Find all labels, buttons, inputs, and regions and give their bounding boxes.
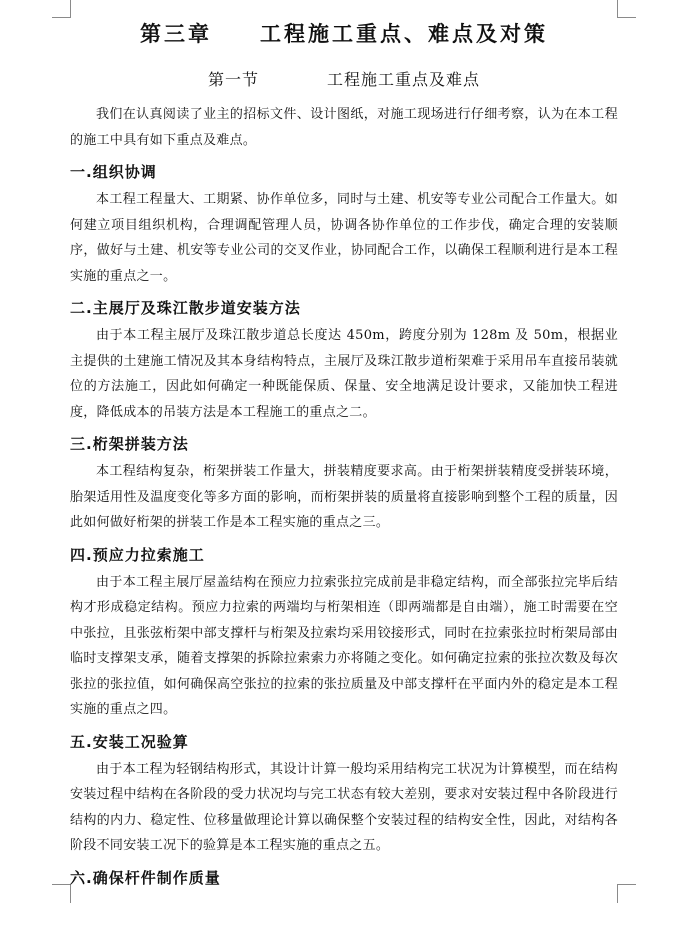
heading-installation-method: 二.主展厅及珠江散步道安装方法	[70, 299, 301, 317]
crop-mark-bottom-right	[617, 884, 636, 903]
crop-mark-bottom-left	[52, 884, 71, 903]
section-title: 第一节 工程施工重点及难点	[207, 70, 480, 89]
heading-installation-check: 五.安装工况验算	[70, 732, 189, 751]
heading-organization: 一.组织协调	[70, 163, 157, 181]
heading-member-quality: 六.确保杆件制作质量	[70, 868, 221, 887]
heading-truss-assembly: 三.桁架拼装方法	[70, 435, 189, 453]
crop-mark-top-right	[617, 0, 636, 18]
intro-paragraph: 我们在认真阅读了业主的招标文件、设计图纸，对施工现场进行仔细考察，认为在本工程的施工中具有如下重点及难点。	[70, 107, 618, 148]
paragraph-truss-assembly: 本工程结构复杂，桁架拼装工作量大，拼装精度要求高。由于桁架拼装精度受拼装环境，胎架适用性及温度变化等多方面的影响，而桁架拼装的质量将直接影响到整个工程的质量，因此如何做好桁架的拼装工作是本工程实施的重点之三。	[70, 464, 618, 530]
crop-mark-top-left	[52, 0, 71, 18]
paragraph-installation-check: 由于本工程为轻钢结构形式，其设计计算一般均采用结构完工状况为计算模型，而在结构安装过程中结构在各阶段的受力状况均与完工状态有较大差别，要求对安装过程中各阶段进行结构的内力、稳定性、位移量做理论计算以确保整个安装过程的结构安全性，因此，对结构各阶段不同安装工况下的验算是本工程实施的重点之五。	[70, 761, 618, 853]
paragraph-prestressed-cable: 由于本工程主展厅屋盖结构在预应力拉索张拉完成前是非稳定结构，而全部张拉完毕后结构才形成稳定结构。预应力拉索的两端均与桁架相连（即两端都是自由端），施工时需要在空中张拉，且张弦桁架中部支撑杆与桁架及拉索均采用铰接形式，同时在拉索张拉时桁架局部由临时支撑架支承，随着支撑架的拆除拉索索力亦将随之变化。如何确定拉索的张拉次数及每次张拉的张拉值，如何确保高空张拉的拉索的张拉质量及中部支撑杆在平面内外的稳定是本工程实施的重点之四。	[70, 574, 618, 717]
document-body	[70, 14, 618, 893]
heading-prestressed-cable: 四.预应力拉索施工	[70, 545, 205, 564]
paragraph-organization: 本工程工程量大、工期紧、协作单位多，同时与土建、机安等专业公司配合工作量大。如何建立项目组织机构，合理调配管理人员，协调各协作单位的工作步伐，确定合理的安装顺序，做好与土建、机安等专业公司的交叉作业，协同配合工作，以确保工程顺利进行是本工程实施的重点之一。	[70, 192, 618, 284]
paragraph-installation-method: 由于本工程主展厅及珠江散步道总长度达 450m，跨度分别为 128m 及 50m，根据业主提供的土建施工情况及其本身结构特点，主展厅及珠江散步道桁架难于采用吊车直接吊装就位的方法施工，因此如何确定一种既能保质、保量、安全地满足设计要求，又能加快工程进度，降低成本的吊装方法是本工程施工的重点之二。	[70, 328, 618, 420]
chapter-title: 第三章 工程施工重点、难点及对策	[140, 22, 548, 46]
